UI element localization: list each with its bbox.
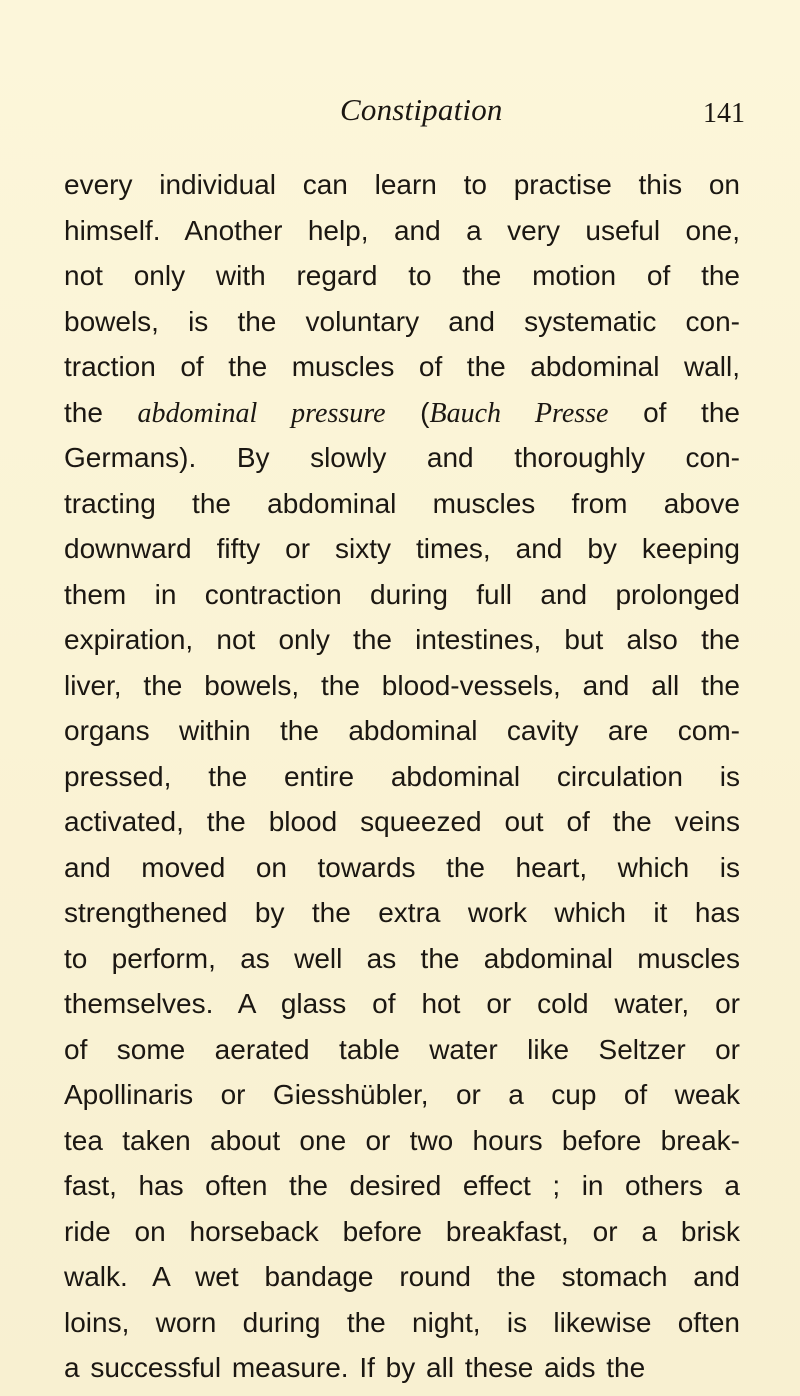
text-line: pressed, the entire abdominal circulation is xyxy=(64,760,740,792)
text-line: not only with regard to the motion of the xyxy=(64,260,740,291)
text-line: a successful measure. If by all these aids the xyxy=(64,1352,646,1383)
text-line: tea taken about one or two hours before break- xyxy=(64,1124,740,1156)
text-line: Germans). By slowly and thoroughly con- xyxy=(64,442,740,473)
text-line xyxy=(64,390,740,436)
text-line: to perform, as well as the abdominal muscles xyxy=(64,942,740,974)
text-line: walk. A wet bandage round the stomach and xyxy=(64,1261,740,1292)
text-line: Apollinaris or Giesshübler, or a cup of weak xyxy=(64,1079,740,1110)
text-line: loins, worn during the night, is likewise often xyxy=(64,1306,740,1338)
text-segment: the xyxy=(64,396,138,428)
text-line: fast, has often the desired effect ; in others a xyxy=(64,1170,740,1201)
page-header xyxy=(0,94,800,134)
text-line: and moved on towards the heart, which is xyxy=(64,851,740,883)
text-segment: ( xyxy=(385,396,430,428)
text-line: expiration, not only the intestines, but also the xyxy=(64,624,740,655)
text-segment: of the xyxy=(608,396,740,428)
text-line: downward fifty or sixty times, and by keeping xyxy=(64,533,740,564)
running-title: Constipation xyxy=(340,92,503,127)
text-line: tracting the abdominal muscles from above xyxy=(64,487,740,519)
italic-text-segment: Bauch Presse xyxy=(429,397,609,429)
text-line: them in contraction during full and prolonged xyxy=(64,578,740,610)
body-text xyxy=(64,162,740,1391)
text-line: liver, the bowels, the blood-vessels, and all the xyxy=(64,669,740,701)
text-line: traction of the muscles of the abdominal wall, xyxy=(64,351,740,382)
page-number: 141 xyxy=(703,98,745,129)
text-line: himself. Another help, and a very useful one, xyxy=(64,214,740,246)
italic-text-segment: abdominal pressure xyxy=(137,397,386,429)
text-line: themselves. A glass of hot or cold water, or xyxy=(64,988,740,1019)
text-line: ride on horseback before breakfast, or a brisk xyxy=(64,1215,740,1247)
text-line: of some aerated table water like Seltzer or xyxy=(64,1033,740,1065)
text-line: strengthened by the extra work which it has xyxy=(64,897,740,928)
text-line: activated, the blood squeezed out of the veins xyxy=(64,806,740,837)
text-line: organs within the abdominal cavity are com- xyxy=(64,715,740,746)
text-line: every individual can learn to practise this on xyxy=(64,169,740,200)
text-line: bowels, is the voluntary and systematic con- xyxy=(64,305,740,337)
